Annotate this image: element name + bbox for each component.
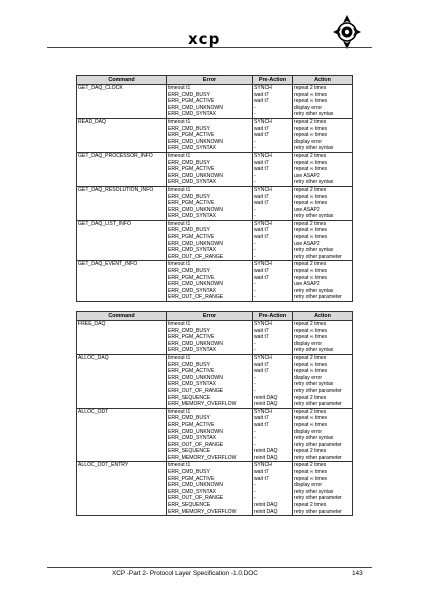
pre-action-line: - bbox=[254, 247, 256, 254]
pre-action-line: reinit DAQ bbox=[254, 502, 278, 509]
pre-action-line: SYNCH bbox=[254, 85, 272, 91]
action-line: repeat 2 times bbox=[294, 462, 327, 469]
action-cell bbox=[293, 85, 353, 119]
pre-action-line: - bbox=[254, 206, 256, 213]
pre-action-cell bbox=[253, 462, 293, 516]
error-line: ERR_OUT_OF_RANGE bbox=[168, 495, 224, 502]
action-line: use ASAP2 bbox=[294, 172, 320, 179]
command-cell: READ_DAQ bbox=[77, 118, 167, 152]
error-line: ERR_CMD_UNKNOWN bbox=[168, 340, 223, 347]
error-line: ERR_OUT_OF_RANGE bbox=[168, 294, 224, 301]
error-line: ERR_CMD_UNKNOWN bbox=[168, 428, 223, 435]
action-line: repeat 2 times bbox=[294, 448, 327, 455]
error-line: ERR_CMD_UNKNOWN bbox=[168, 240, 223, 247]
error-line: ERR_CMD_UNKNOWN bbox=[168, 281, 223, 288]
pre-action-cell bbox=[253, 321, 293, 355]
error-line: timeout t1 bbox=[168, 354, 191, 361]
action-line: repeat 2 times bbox=[294, 85, 327, 91]
pre-action-line: - bbox=[254, 374, 256, 381]
xcp-logo: xcp bbox=[188, 30, 221, 48]
action-line: repeat ∞ times bbox=[294, 234, 328, 241]
pre-action-line: - bbox=[254, 104, 256, 111]
pre-action-line: wait t7 bbox=[254, 193, 269, 200]
action-line: repeat ∞ times bbox=[294, 368, 328, 375]
table-header-row bbox=[77, 312, 353, 321]
action-line: display error bbox=[294, 428, 323, 435]
action-line: retry other syntax bbox=[294, 111, 334, 118]
action-line: use ASAP2 bbox=[294, 206, 320, 213]
error-line: ERR_SEQUENCE bbox=[168, 502, 211, 509]
table-row bbox=[77, 152, 353, 186]
column-header-action: Action bbox=[293, 76, 353, 85]
action-line: retry other syntax bbox=[294, 145, 334, 152]
command-cell: GET_DAQ_RESOLUTION_INFO bbox=[77, 186, 167, 220]
action-line: repeat ∞ times bbox=[294, 91, 328, 98]
pre-action-line: wait t7 bbox=[254, 98, 269, 105]
pre-action-cell bbox=[253, 261, 293, 302]
action-line: repeat 2 times bbox=[294, 502, 327, 509]
error-line: ERR_CMD_SYNTAX bbox=[168, 145, 217, 152]
pre-action-line: reinit DAQ bbox=[254, 508, 278, 515]
column-header-command: Command bbox=[77, 76, 167, 85]
pre-action-line: - bbox=[254, 145, 256, 152]
pre-action-line: wait t7 bbox=[254, 274, 269, 281]
error-line: ERR_PGM_ACTIVE bbox=[168, 368, 215, 375]
table-row bbox=[77, 186, 353, 220]
error-line: ERR_CMD_BUSY bbox=[168, 227, 210, 234]
error-cell bbox=[167, 186, 253, 220]
action-line: retry other parameter bbox=[294, 387, 342, 394]
error-line: ERR_MEMORY_OVERFLOW bbox=[168, 508, 237, 515]
pre-action-line: - bbox=[254, 138, 256, 145]
error-cell bbox=[167, 261, 253, 302]
pre-action-line: SYNCH bbox=[254, 152, 272, 159]
pre-action-line: SYNCH bbox=[254, 321, 272, 327]
command-cell: GET_DAQ_LIST_INFO bbox=[77, 220, 167, 261]
action-line: repeat 2 times bbox=[294, 394, 327, 401]
column-header-pre-action: Pre-Action bbox=[253, 76, 293, 85]
pre-action-line: reinit DAQ bbox=[254, 454, 278, 461]
error-line: ERR_SEQUENCE bbox=[168, 394, 211, 401]
error-line: ERR_PGM_ACTIVE bbox=[168, 234, 215, 241]
error-line: ERR_PGM_ACTIVE bbox=[168, 421, 215, 428]
error-line: timeout t1 bbox=[168, 408, 191, 415]
error-line: ERR_CMD_SYNTAX bbox=[168, 179, 217, 186]
footer-divider bbox=[47, 567, 372, 568]
error-line: timeout t1 bbox=[168, 186, 191, 193]
action-cell bbox=[293, 118, 353, 152]
action-line: retry other syntax bbox=[294, 179, 334, 186]
pre-action-cell bbox=[253, 186, 293, 220]
error-line: ERR_CMD_SYNTAX bbox=[168, 488, 217, 495]
error-line: timeout t1 bbox=[168, 261, 191, 268]
error-line: ERR_PGM_ACTIVE bbox=[168, 274, 215, 281]
table-row bbox=[77, 354, 353, 408]
error-cell bbox=[167, 118, 253, 152]
error-line: ERR_CMD_SYNTAX bbox=[168, 247, 217, 254]
command-cell: GET_DAQ_EVENT_INFO bbox=[77, 261, 167, 302]
pre-action-line: wait t7 bbox=[254, 334, 269, 341]
error-cell bbox=[167, 354, 253, 408]
action-line: repeat ∞ times bbox=[294, 227, 328, 234]
action-line: repeat ∞ times bbox=[294, 125, 328, 132]
pre-action-line: wait t7 bbox=[254, 415, 269, 422]
pre-action-line: reinit DAQ bbox=[254, 448, 278, 455]
pre-action-line: wait t7 bbox=[254, 125, 269, 132]
action-line: repeat 2 times bbox=[294, 354, 327, 361]
column-header-pre-action: Pre-Action bbox=[253, 312, 293, 321]
error-line: ERR_OUT_OF_RANGE bbox=[168, 387, 224, 394]
pre-action-line: - bbox=[254, 387, 256, 394]
pre-action-line: - bbox=[254, 347, 256, 354]
action-line: repeat 2 times bbox=[294, 220, 327, 227]
action-line: retry other parameter bbox=[294, 454, 342, 461]
column-header-command: Command bbox=[77, 312, 167, 321]
error-line: ERR_CMD_BUSY bbox=[168, 268, 210, 275]
action-line: repeat 2 times bbox=[294, 321, 327, 327]
action-line: repeat ∞ times bbox=[294, 98, 328, 105]
action-line: use ASAP2 bbox=[294, 281, 320, 288]
error-line: ERR_PGM_ACTIVE bbox=[168, 98, 215, 105]
table-row bbox=[77, 85, 353, 119]
action-line: display error bbox=[294, 482, 323, 489]
action-line: retry other parameter bbox=[294, 508, 342, 515]
table-header-row bbox=[77, 76, 353, 85]
action-line: repeat ∞ times bbox=[294, 415, 328, 422]
pre-action-line: wait t7 bbox=[254, 132, 269, 139]
error-line: ERR_PGM_ACTIVE bbox=[168, 132, 215, 139]
action-line: repeat ∞ times bbox=[294, 200, 328, 207]
command-cell: FREE_DAQ bbox=[77, 321, 167, 355]
pre-action-line: SYNCH bbox=[254, 462, 272, 469]
pre-action-line: SYNCH bbox=[254, 261, 272, 268]
action-line: repeat ∞ times bbox=[294, 475, 328, 482]
action-line: retry other parameter bbox=[294, 294, 342, 301]
action-line: retry other syntax bbox=[294, 213, 334, 220]
error-line: ERR_PGM_ACTIVE bbox=[168, 334, 215, 341]
pre-action-line: reinit DAQ bbox=[254, 401, 278, 408]
error-cell bbox=[167, 462, 253, 516]
action-line: retry other syntax bbox=[294, 347, 334, 354]
error-handling-table-1 bbox=[76, 75, 353, 302]
error-line: ERR_SEQUENCE bbox=[168, 448, 211, 455]
command-cell: GET_DAQ_PROCESSOR_INFO bbox=[77, 152, 167, 186]
error-line: ERR_MEMORY_OVERFLOW bbox=[168, 401, 237, 408]
document-title-footer: XCP -Part 2- Protocol Layer Specification -1.0.DOC bbox=[112, 570, 258, 577]
pre-action-line: - bbox=[254, 495, 256, 502]
error-line: ERR_CMD_UNKNOWN bbox=[168, 482, 223, 489]
error-line: ERR_OUT_OF_RANGE bbox=[168, 253, 224, 260]
action-line: display error bbox=[294, 104, 323, 111]
header-divider bbox=[47, 47, 372, 48]
action-line: repeat 2 times bbox=[294, 261, 327, 268]
action-line: retry other syntax bbox=[294, 488, 334, 495]
table-row bbox=[77, 321, 353, 355]
pre-action-line: - bbox=[254, 482, 256, 489]
table-row bbox=[77, 261, 353, 302]
error-line: ERR_CMD_SYNTAX bbox=[168, 347, 217, 354]
error-line: timeout t1 bbox=[168, 462, 191, 469]
column-header-error: Error bbox=[167, 312, 253, 321]
column-header-action: Action bbox=[293, 312, 353, 321]
error-cell bbox=[167, 85, 253, 119]
action-line: display error bbox=[294, 138, 323, 145]
pre-action-cell bbox=[253, 152, 293, 186]
pre-action-cell bbox=[253, 85, 293, 119]
pre-action-line: SYNCH bbox=[254, 408, 272, 415]
error-line: ERR_CMD_BUSY bbox=[168, 327, 210, 334]
command-cell: GET_DAQ_CLOCK bbox=[77, 85, 167, 119]
command-cell: ALLOC_DAQ bbox=[77, 354, 167, 408]
error-line: timeout t1 bbox=[168, 85, 191, 91]
pre-action-line: reinit DAQ bbox=[254, 394, 278, 401]
error-cell bbox=[167, 220, 253, 261]
command-cell: ALLOC_ODT bbox=[77, 408, 167, 462]
error-line: ERR_CMD_SYNTAX bbox=[168, 213, 217, 220]
pre-action-line: - bbox=[254, 213, 256, 220]
pre-action-cell bbox=[253, 220, 293, 261]
error-line: ERR_MEMORY_OVERFLOW bbox=[168, 454, 237, 461]
pre-action-line: - bbox=[254, 488, 256, 495]
error-cell bbox=[167, 321, 253, 355]
action-line: repeat 2 times bbox=[294, 408, 327, 415]
action-line: retry other syntax bbox=[294, 287, 334, 294]
action-line: repeat ∞ times bbox=[294, 193, 328, 200]
pre-action-line: wait t7 bbox=[254, 200, 269, 207]
pre-action-line: - bbox=[254, 287, 256, 294]
pre-action-line: - bbox=[254, 381, 256, 388]
action-line: repeat ∞ times bbox=[294, 268, 328, 275]
error-line: ERR_CMD_SYNTAX bbox=[168, 435, 217, 442]
pre-action-line: SYNCH bbox=[254, 186, 272, 193]
table-row bbox=[77, 462, 353, 516]
error-line: ERR_CMD_UNKNOWN bbox=[168, 206, 223, 213]
error-line: ERR_CMD_BUSY bbox=[168, 415, 210, 422]
pre-action-line: - bbox=[254, 179, 256, 186]
error-line: ERR_CMD_BUSY bbox=[168, 469, 210, 476]
pre-action-line: wait t7 bbox=[254, 421, 269, 428]
action-line: use ASAP2 bbox=[294, 240, 320, 247]
error-line: ERR_PGM_ACTIVE bbox=[168, 200, 215, 207]
pre-action-line: wait t7 bbox=[254, 475, 269, 482]
action-line: repeat ∞ times bbox=[294, 166, 328, 173]
action-line: retry other syntax bbox=[294, 381, 334, 388]
action-cell bbox=[293, 321, 353, 355]
action-cell bbox=[293, 152, 353, 186]
action-cell bbox=[293, 354, 353, 408]
action-line: retry other syntax bbox=[294, 247, 334, 254]
error-line: ERR_CMD_UNKNOWN bbox=[168, 374, 223, 381]
action-line: repeat ∞ times bbox=[294, 421, 328, 428]
pre-action-line: SYNCH bbox=[254, 118, 272, 125]
error-line: ERR_CMD_UNKNOWN bbox=[168, 172, 223, 179]
error-handling-table-2 bbox=[76, 311, 353, 516]
table-row bbox=[77, 220, 353, 261]
pre-action-line: wait t7 bbox=[254, 469, 269, 476]
pre-action-line: - bbox=[254, 428, 256, 435]
pre-action-line: - bbox=[254, 340, 256, 347]
pre-action-line: wait t7 bbox=[254, 327, 269, 334]
pre-action-line: - bbox=[254, 435, 256, 442]
pre-action-line: - bbox=[254, 240, 256, 247]
pre-action-line: wait t7 bbox=[254, 91, 269, 98]
action-cell bbox=[293, 220, 353, 261]
error-line: ERR_CMD_SYNTAX bbox=[168, 287, 217, 294]
pre-action-cell bbox=[253, 408, 293, 462]
action-line: repeat ∞ times bbox=[294, 132, 328, 139]
error-line: ERR_PGM_ACTIVE bbox=[168, 166, 215, 173]
pre-action-line: - bbox=[254, 253, 256, 260]
action-line: retry other parameter bbox=[294, 253, 342, 260]
pre-action-line: - bbox=[254, 441, 256, 448]
pre-action-line: wait t7 bbox=[254, 166, 269, 173]
action-cell bbox=[293, 261, 353, 302]
action-line: repeat ∞ times bbox=[294, 334, 328, 341]
action-line: repeat ∞ times bbox=[294, 361, 328, 368]
error-line: ERR_CMD_BUSY bbox=[168, 361, 210, 368]
error-line: ERR_CMD_BUSY bbox=[168, 125, 210, 132]
error-line: ERR_CMD_BUSY bbox=[168, 193, 210, 200]
error-line: ERR_CMD_UNKNOWN bbox=[168, 104, 223, 111]
pre-action-line: - bbox=[254, 172, 256, 179]
action-line: retry other parameter bbox=[294, 495, 342, 502]
error-line: timeout t1 bbox=[168, 220, 191, 227]
table-row bbox=[77, 118, 353, 152]
action-line: repeat 2 times bbox=[294, 118, 327, 125]
error-line: ERR_OUT_OF_RANGE bbox=[168, 441, 224, 448]
action-cell bbox=[293, 462, 353, 516]
pre-action-line: wait t7 bbox=[254, 234, 269, 241]
error-line: timeout t1 bbox=[168, 118, 191, 125]
pre-action-line: - bbox=[254, 281, 256, 288]
pre-action-line: wait t7 bbox=[254, 368, 269, 375]
error-line: ERR_CMD_BUSY bbox=[168, 91, 210, 98]
action-line: display error bbox=[294, 340, 323, 347]
action-line: repeat 2 times bbox=[294, 186, 327, 193]
error-line: ERR_CMD_SYNTAX bbox=[168, 381, 217, 388]
pre-action-cell bbox=[253, 118, 293, 152]
action-cell bbox=[293, 186, 353, 220]
action-line: repeat ∞ times bbox=[294, 159, 328, 166]
page-number: 143 bbox=[352, 570, 363, 577]
action-line: retry other parameter bbox=[294, 441, 342, 448]
command-cell: ALLOC_ODT_ENTRY bbox=[77, 462, 167, 516]
error-line: timeout t1 bbox=[168, 321, 191, 327]
error-line: timeout t1 bbox=[168, 152, 191, 159]
table-row bbox=[77, 408, 353, 462]
pre-action-line: wait t7 bbox=[254, 361, 269, 368]
action-line: retry other syntax bbox=[294, 435, 334, 442]
action-line: display error bbox=[294, 374, 323, 381]
pre-action-line: wait t7 bbox=[254, 227, 269, 234]
compass-emblem-icon bbox=[333, 15, 361, 49]
error-line: ERR_CMD_SYNTAX bbox=[168, 111, 217, 118]
pre-action-line: wait t7 bbox=[254, 159, 269, 166]
error-cell bbox=[167, 408, 253, 462]
pre-action-cell bbox=[253, 354, 293, 408]
pre-action-line: - bbox=[254, 294, 256, 301]
action-line: repeat 2 times bbox=[294, 152, 327, 159]
pre-action-line: SYNCH bbox=[254, 220, 272, 227]
error-line: ERR_CMD_BUSY bbox=[168, 159, 210, 166]
action-cell bbox=[293, 408, 353, 462]
pre-action-line: - bbox=[254, 111, 256, 118]
error-line: ERR_PGM_ACTIVE bbox=[168, 475, 215, 482]
column-header-error: Error bbox=[167, 76, 253, 85]
error-line: ERR_CMD_UNKNOWN bbox=[168, 138, 223, 145]
action-line: retry other parameter bbox=[294, 401, 342, 408]
action-line: repeat ∞ times bbox=[294, 274, 328, 281]
pre-action-line: wait t7 bbox=[254, 268, 269, 275]
action-line: repeat ∞ times bbox=[294, 469, 328, 476]
pre-action-line: SYNCH bbox=[254, 354, 272, 361]
action-line: repeat ∞ times bbox=[294, 327, 328, 334]
error-cell bbox=[167, 152, 253, 186]
